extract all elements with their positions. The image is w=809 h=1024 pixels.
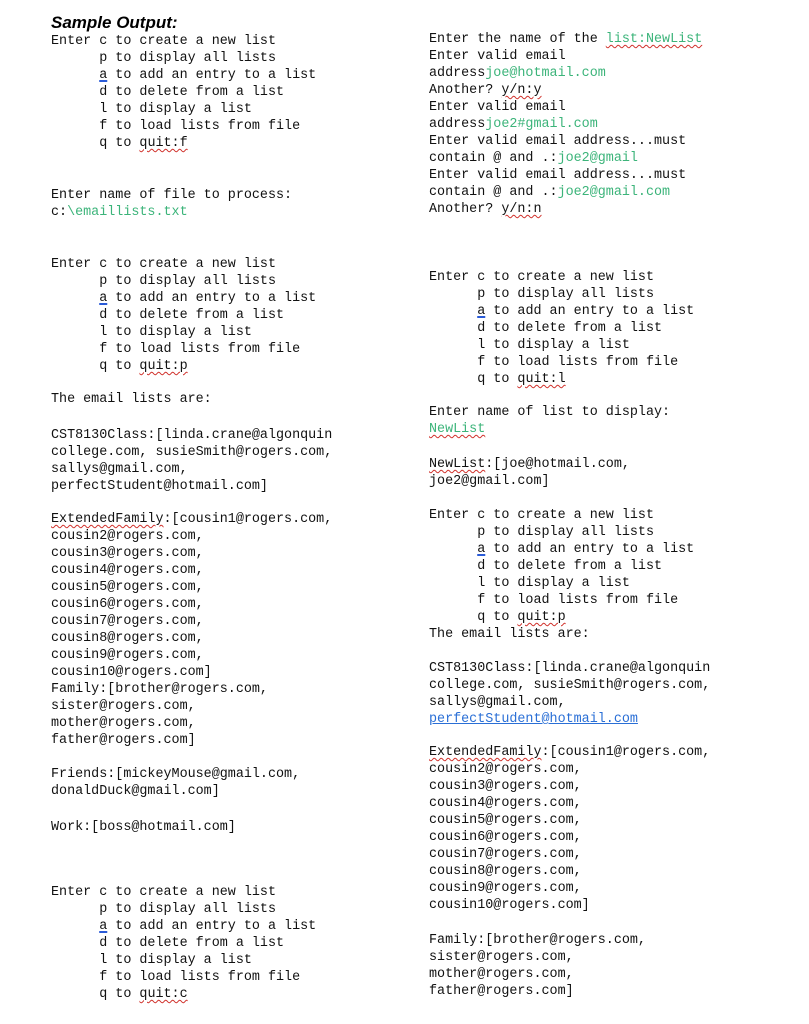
- menu-line: q to quit:p: [429, 610, 566, 625]
- menu-line: f to load lists from file: [51, 970, 301, 985]
- lists-heading: The email lists are:: [429, 627, 590, 642]
- menu-line: a to add an entry to a list: [99, 291, 317, 306]
- menu-line: d to delete from a list: [51, 85, 285, 100]
- menu-line: Enter c to create a new list: [429, 508, 654, 523]
- menu-line: Enter c to create a new list: [51, 257, 276, 272]
- menu-line: q to quit:c: [51, 987, 188, 1002]
- display-prompt-block: Enter name of list to display: NewList: [429, 405, 671, 437]
- menu-block-2: [51, 256, 316, 375]
- page-title: Sample Output:: [51, 13, 178, 32]
- menu-line: a to add an entry to a list: [99, 68, 317, 83]
- cst-list-right: CST8130Class:[linda.crane@algonquin college.com, susieSmith@rogers.com, sallys@gmail.com, perfectStudent@hotmail.com: [429, 661, 711, 727]
- menu-line: l to display a list: [51, 102, 252, 117]
- menu-line: d to delete from a list: [51, 936, 285, 951]
- menu-line: d to delete from a list: [51, 308, 285, 323]
- menu-line: a to add an entry to a list: [477, 304, 695, 319]
- work-list: Work:[boss@hotmail.com]: [51, 820, 236, 835]
- menu-line: q to quit:l: [429, 372, 566, 387]
- menu-line: p to display all lists: [51, 274, 276, 289]
- extended-family-list: ExtendedFamily:[cousin1@rogers.com, cousin2@rogers.com, cousin3@rogers.com, cousin4@rogers.com, cousin5@rogers.com, cousin6@rogers.com, cousin7@rogers.com, cousin8@rogers.com, cousin9@rogers.com, cousin10@rogers.com] Family:[brother@rogers.com, sister@rogers.com, mother@rogers.com, father@rogers.com]: [51, 512, 333, 748]
- menu-line: p to display all lists: [51, 51, 276, 66]
- menu-line: l to display a list: [429, 576, 630, 591]
- menu-block-4: [429, 269, 694, 388]
- menu-line: p to display all lists: [51, 902, 276, 917]
- email-link[interactable]: perfectStudent@hotmail.com: [429, 712, 638, 727]
- file-input-line: c:\emaillists.txt: [51, 205, 188, 220]
- menu-line: l to display a list: [51, 325, 252, 340]
- menu-line: l to display a list: [429, 338, 630, 353]
- friends-list: Friends:[mickeyMouse@gmail.com, donaldDuck@gmail.com]: [51, 767, 301, 799]
- lists-heading: The email lists are:: [51, 392, 212, 407]
- menu-block-1: [51, 33, 316, 152]
- menu-block-5: [429, 507, 694, 643]
- cst-list: CST8130Class:[linda.crane@algonquin college.com, susieSmith@rogers.com, sallys@gmail.com, perfectStudent@hotmail.com]: [51, 428, 333, 494]
- menu-line: d to delete from a list: [429, 559, 663, 574]
- menu-line: Enter c to create a new list: [429, 270, 654, 285]
- menu-line: a to add an entry to a list: [477, 542, 695, 557]
- file-prompt: Enter name of file to process:: [51, 188, 293, 203]
- menu-line: Enter c to create a new list: [51, 34, 276, 49]
- menu-line: f to load lists from file: [51, 342, 301, 357]
- newlist-display: NewList:[joe@hotmail.com, joe2@gmail.com]: [429, 457, 630, 489]
- menu-line: f to load lists from file: [429, 355, 679, 370]
- menu-line: q to quit:p: [51, 359, 188, 374]
- family-list-right: Family:[brother@rogers.com, sister@rogers.com, mother@rogers.com, father@rogers.com]: [429, 933, 646, 999]
- menu-line: q to quit:f: [51, 136, 188, 151]
- file-prompt-block: [51, 187, 292, 221]
- menu-line: Enter c to create a new list: [51, 885, 276, 900]
- menu-line: l to display a list: [51, 953, 252, 968]
- menu-line: a to add an entry to a list: [99, 919, 317, 934]
- new-list-input-block: Enter the name of the list:NewList Enter valid email addressjoe@hotmail.com Another? y/n:y Enter valid email addressjoe2#gmail.com Enter valid email address...must contain @ and .:joe2@gmail Enter valid email address...must contain @ and .:joe2@gmail.com Another? y/n:n: [429, 32, 703, 217]
- menu-line: p to display all lists: [429, 525, 654, 540]
- family-list: Family:[brother@rogers.com,: [51, 682, 268, 697]
- menu-line: f to load lists from file: [429, 593, 679, 608]
- menu-line: f to load lists from file: [51, 119, 301, 134]
- extended-family-list-right: ExtendedFamily:[cousin1@rogers.com, cousin2@rogers.com, cousin3@rogers.com, cousin4@rogers.com, cousin5@rogers.com, cousin6@rogers.com, cousin7@rogers.com, cousin8@rogers.com, cousin9@rogers.com, cousin10@rogers.com]: [429, 745, 711, 913]
- menu-block-3: [51, 884, 316, 1003]
- menu-line: p to display all lists: [429, 287, 654, 302]
- menu-line: d to delete from a list: [429, 321, 663, 336]
